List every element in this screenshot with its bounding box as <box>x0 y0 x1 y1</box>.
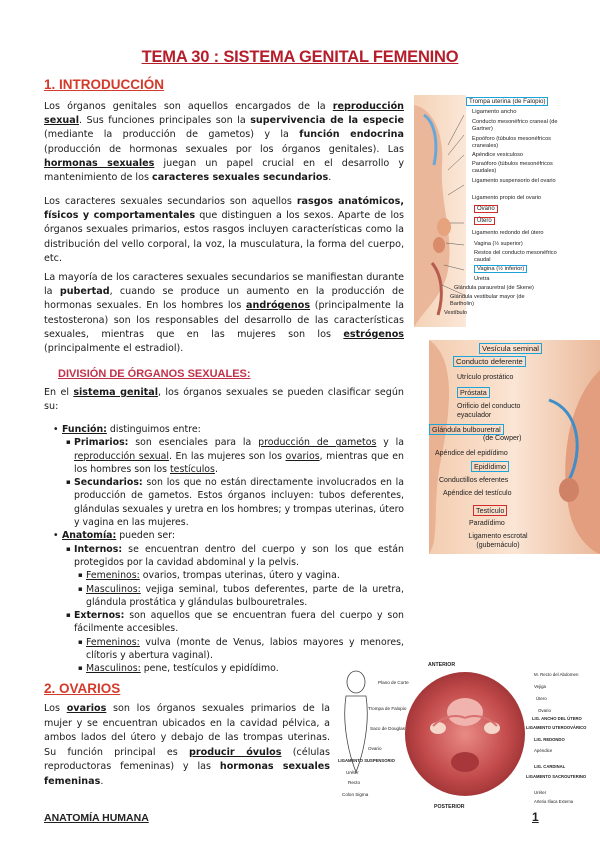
fig3-right-label: LIG. CARDINAL <box>534 764 566 769</box>
fig2-label: Apéndice del testículo <box>443 490 512 497</box>
list-item <box>50 636 404 663</box>
text-run: son aquellos que se encuentran fuera del cuerpo y son fácilmente accesibles. <box>74 610 404 635</box>
intro-paragraph-2 <box>44 195 404 266</box>
text-run: En el <box>44 387 74 398</box>
text-run: (principalmente la testosterona) son los responsables del desarrollo de las características sexuales, mientras que en las mujeres son los <box>44 300 404 340</box>
section-heading-ovarios: 2. OVARIOS <box>44 681 121 696</box>
text-run: juegan un papel crucial en el desarrollo y mantenimiento de los <box>44 157 405 184</box>
fig2-label-boxed-deferente: Conducto deferente <box>453 356 526 367</box>
text-run: pubertad <box>59 286 110 298</box>
text-run: (producción de hormonas sexuales por los órganos genitales). Las <box>44 143 404 155</box>
fig2-label-boxed-vesicula: Vesícula seminal <box>479 343 542 354</box>
list-item <box>50 423 404 436</box>
fig2-label-cowper: (de Cowper) <box>483 435 522 442</box>
text-run: ovarios <box>285 450 320 462</box>
text-run: vejiga seminal, tubos deferentes, parte de la uretra, glándula prostática y glándulas bulbouretrales. <box>86 583 404 608</box>
fig3-right-label: Ovario <box>538 708 551 713</box>
text-run: supervivencia de la especie <box>250 115 404 127</box>
text-run: función endocrina <box>299 129 404 141</box>
fig2-label-boxed-bulbouretral: Glándula bulbouretral <box>429 424 504 435</box>
text-run: sistema genital <box>73 387 159 398</box>
fig3-right-label: M. Recto del Abdomen <box>534 672 579 677</box>
fig3-left-label: Trompa de Falopio <box>368 706 407 711</box>
text-run: , los órganos sexuales se pueden clasificar según su: <box>44 387 404 413</box>
text-run: Los caracteres sexuales secundarios son aquellos <box>44 196 297 207</box>
list-item <box>50 529 404 542</box>
text-run: reproducción sexual <box>74 450 170 462</box>
fig1-label: Paraóforo (túbulos mesonéfricos caudales) <box>472 161 553 174</box>
text-run: Externos: <box>74 610 125 622</box>
fig3-left-label: Saco de Douglas <box>370 726 405 731</box>
fig1-label: Uretra <box>474 276 490 282</box>
list-item <box>50 609 404 636</box>
fig1-label: Apéndice vesiculoso <box>472 152 523 158</box>
intro-paragraph-1 <box>44 100 404 185</box>
text-run: Anatomía: <box>62 530 117 542</box>
fig3-label-bottom: POSTERIOR <box>434 804 465 810</box>
male-anatomy-drawing <box>429 340 600 554</box>
list-item <box>50 476 404 529</box>
fig1-label-boxed-ovario: Ovario <box>474 205 498 213</box>
fig3-right-label: LIGAMENTO SACROUTERINO <box>526 774 587 779</box>
fig3-left-label: Colon Sigma <box>342 792 369 797</box>
fig1-label: Epoóforo (túbulos mesonéfricos craneales) <box>472 136 551 149</box>
fig1-label: Ligamento suspensorio del ovario <box>472 178 556 184</box>
fig3-right-label: LIG. REDONDO <box>534 737 565 742</box>
fig3-right-label: Arteria Ilíaca Externa <box>534 799 574 804</box>
fig3-left-label: Uréter <box>346 770 359 775</box>
list-item <box>50 543 404 570</box>
text-run: (mediante la producción de gametos) y la <box>44 129 300 141</box>
text-run: caracteres sexuales secundarios <box>152 172 329 184</box>
page-title: TEMA 30 : SISTEMA GENITAL FEMENINO <box>141 48 459 66</box>
fig2-label: Paradídimo <box>469 520 505 527</box>
pelvic-cavity-illustration <box>338 662 587 810</box>
text-run: La mayoría de los caracteres sexuales secundarios se manifiestan durante la <box>44 272 404 298</box>
text-run: . <box>214 463 218 475</box>
text-run: Función: <box>62 424 107 435</box>
text-run: Los <box>44 703 67 714</box>
fig3-right-label: LIG. ANCHO DEL ÚTERO <box>532 716 582 721</box>
text-run: hormonas sexuales femeninas <box>44 761 330 787</box>
intro-paragraph-3 <box>44 271 404 356</box>
list-item <box>50 583 404 610</box>
fig2-label-boxed-epididimo: Epidídimo <box>471 461 509 472</box>
fig2-label: Apéndice del epidídimo <box>435 450 508 457</box>
female-genital-illustration <box>414 95 564 327</box>
fig3-right-label: Vejiga <box>534 684 546 689</box>
footer-course-name: ANATOMÍA HUMANA <box>44 812 149 824</box>
division-intro <box>44 386 404 414</box>
text-run: que distinguen a los sexos. Aparte de los órganos sexuales primarios, estos rasgos incluyen características como la distribución del vello corporal, la voz, la musculatura, la forma del cuerpo, etc. <box>44 210 404 264</box>
text-run: pene, testículos y epidídimo. <box>140 663 279 675</box>
page-number: 1 <box>532 810 539 824</box>
fig1-label-boxed-trompa: Trompa uterina (de Falopio) <box>466 97 548 106</box>
fig2-label: Utrículo prostático <box>457 374 514 381</box>
fig2-label: Conductillos eferentes <box>439 477 509 484</box>
fig1-label: Glándula parauretral (de Skene) <box>454 285 534 291</box>
text-run: producir óvulos <box>189 746 282 758</box>
fig2-label-boxed-prostata: Próstata <box>457 387 490 398</box>
fig3-right-label: Uréter <box>534 790 547 795</box>
text-run: , cuando se produce un aumento en la producción de hormonas sexuales. En los hombres los <box>44 286 404 312</box>
division-list <box>50 423 404 676</box>
text-run: estrógenos <box>343 328 404 340</box>
fig1-label: Restos del conducto mesonéfrico caudal <box>474 250 557 263</box>
text-run: son esenciales para la <box>128 437 259 449</box>
text-run: . <box>100 775 104 787</box>
text-run: vulva (monte de Venus, labios mayores y menores, clítoris y abertura vaginal). <box>86 636 404 662</box>
ovarios-paragraph <box>44 702 330 790</box>
fig2-label: Orificio del conducto eyaculador <box>457 403 521 419</box>
fig3-left-label: Recto <box>348 780 361 785</box>
fig3-label-top: ANTERIOR <box>428 662 456 668</box>
section-heading-introduccion: 1. INTRODUCCIÓN <box>44 77 165 92</box>
text-run: distinguimos entre: <box>106 424 201 435</box>
fig3-right-label: Útero <box>536 696 547 701</box>
text-run: Femeninos: <box>86 570 140 582</box>
text-run: Los órganos genitales son aquellos encargados de la <box>44 101 333 112</box>
fig1-label-boxed-vagina: Vagina (½ inferior) <box>474 265 527 273</box>
list-item <box>50 436 404 476</box>
fig1-label: Conducto mesonéfrico craneal (de Gartner) <box>472 119 558 132</box>
text-run: reproducción sexual <box>44 101 404 127</box>
fig3-left-label: Ovario <box>368 746 382 751</box>
text-run: y la <box>376 437 405 449</box>
text-run: . Sus funciones principales son la <box>79 115 251 127</box>
male-genital-illustration <box>429 340 600 554</box>
fig1-label: Ligamento propio del ovario <box>472 195 542 201</box>
text-run: pueden ser: <box>116 530 176 542</box>
text-run: Masculinos: <box>86 583 141 595</box>
fig3-right-label: LIGAMENTO UTEROOVÁRICO <box>526 725 587 730</box>
fig1-label: Ligamento redondo del útero <box>472 230 544 236</box>
text-run: son los que no están directamente involucrados en la producción de gametos. Estos órganos incluyen: tubos deferentes, glándulas sexuales y uretra en los hombres; y trompas uterinas, útero y vagina en las mujeres. <box>74 477 404 529</box>
text-run: andrógenos <box>246 300 311 312</box>
text-run: Masculinos: <box>86 663 141 675</box>
fig3-left-label: LIGAMENTO SUSPENSORIO <box>338 758 395 763</box>
fig1-label: Glándula vestibular mayor (de Bartholin) <box>450 294 525 307</box>
text-run: Secundarios: <box>74 477 143 489</box>
text-run: , mientras que en los hombres son los <box>74 450 405 475</box>
fig3-left-label: Plano de Corte <box>378 680 409 685</box>
text-run: . En las mujeres son los <box>169 450 286 462</box>
text-run: (células reproductoras femeninas) y las <box>44 746 330 773</box>
text-run: ovarios, trompas uterinas, útero y vagina. <box>139 570 340 582</box>
fig1-label: Vagina (½ superior) <box>474 241 523 247</box>
text-run: Internos: <box>74 543 123 555</box>
text-run: Primarios: <box>74 437 129 449</box>
fig3-right-label: Apéndice <box>534 748 553 753</box>
fig1-label: Ligamento ancho <box>472 109 517 115</box>
text-run: ovarios <box>66 703 107 714</box>
text-run: rasgos anatómicos, físicos y comportamentales <box>44 196 404 222</box>
text-run: hormonas sexuales <box>44 157 155 169</box>
text-run: . <box>328 172 332 184</box>
subsection-heading-division: DIVISIÓN DE ÓRGANOS SEXUALES: <box>58 368 251 380</box>
text-run: son los órganos sexuales primarios de la mujer y se encuentran ubicados en la cavidad pélvica, a ambos lados del útero y debajo de las trompas uterinas. Su función principal es <box>44 703 330 758</box>
text-run: se encuentran dentro del cuerpo y son los que están protegidos por la cavidad abdominal y la pelvis. <box>74 543 404 568</box>
fig2-label-boxed-testiculo: Testículo <box>473 505 507 516</box>
text-run: Femeninos: <box>86 636 140 648</box>
text-run: producción de gametos <box>258 437 377 449</box>
text-run: (principalmente el estradiol). <box>44 343 184 355</box>
fig1-label: Vestíbulo <box>444 310 468 316</box>
fig1-label-boxed-utero: Útero <box>474 217 495 225</box>
fig2-label: Ligamento escrotal (gubernáculo) <box>468 533 528 549</box>
text-run: testículos <box>170 463 215 475</box>
list-item <box>50 569 404 582</box>
